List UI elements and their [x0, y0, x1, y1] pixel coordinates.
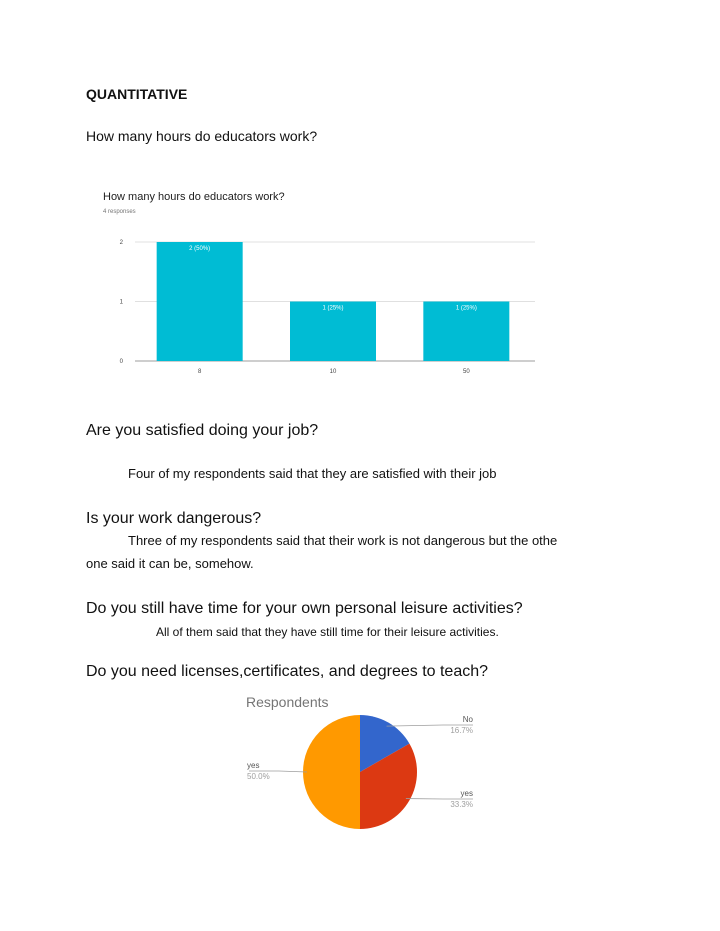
question-satisfied: Are you satisfied doing your job? — [86, 422, 319, 439]
section-heading: QUANTITATIVE — [86, 86, 188, 102]
bar-data-label: 1 (25%) — [322, 305, 344, 312]
answer-dangerous-line2: one said it can be, somehow. — [86, 556, 254, 571]
bar-data-label: 1 (25%) — [455, 305, 477, 312]
x-category-label: 50 — [462, 369, 470, 375]
pie-slice-percent: 50.0% — [247, 772, 270, 781]
answer-dangerous-line1: Three of my respondents said that their work is not dangerous but the othe — [128, 533, 558, 548]
pie-slice-percent: 16.7% — [450, 726, 473, 735]
question-hours: How many hours do educators work? — [86, 128, 318, 144]
question-dangerous: Is your work dangerous? — [86, 510, 262, 527]
answer-satisfied: Four of my respondents said that they are satisfied with their job — [128, 466, 497, 481]
bar-8 — [157, 242, 243, 361]
bar-chart-title: How many hours do educators work? — [103, 191, 285, 203]
pie-slice-label: No — [462, 715, 473, 724]
pie-slice-label: yes — [247, 761, 260, 770]
x-category-label: 10 — [329, 369, 337, 375]
pie-slice-2 — [303, 715, 360, 829]
y-tick-label: 2 — [119, 240, 123, 246]
bar-chart-subtitle: 4 responses — [103, 209, 136, 215]
answer-leisure: All of them said that they have still time for their leisure activities. — [156, 625, 499, 639]
hours-bar-chart — [95, 180, 545, 380]
respondents-pie-chart — [230, 690, 490, 840]
pie-slice-percent: 33.3% — [450, 800, 473, 809]
pie-slice-label: yes — [460, 789, 473, 798]
x-category-label: 8 — [197, 369, 202, 375]
pie-chart-title: Respondents — [246, 694, 329, 710]
y-tick-label: 1 — [119, 299, 123, 306]
question-leisure: Do you still have time for your own personal leisure activities? — [86, 600, 523, 617]
question-licenses: Do you need licenses,certificates, and degrees to teach? — [86, 663, 489, 680]
y-tick-label: 0 — [119, 359, 123, 365]
bar-data-label: 2 (50%) — [189, 246, 211, 252]
